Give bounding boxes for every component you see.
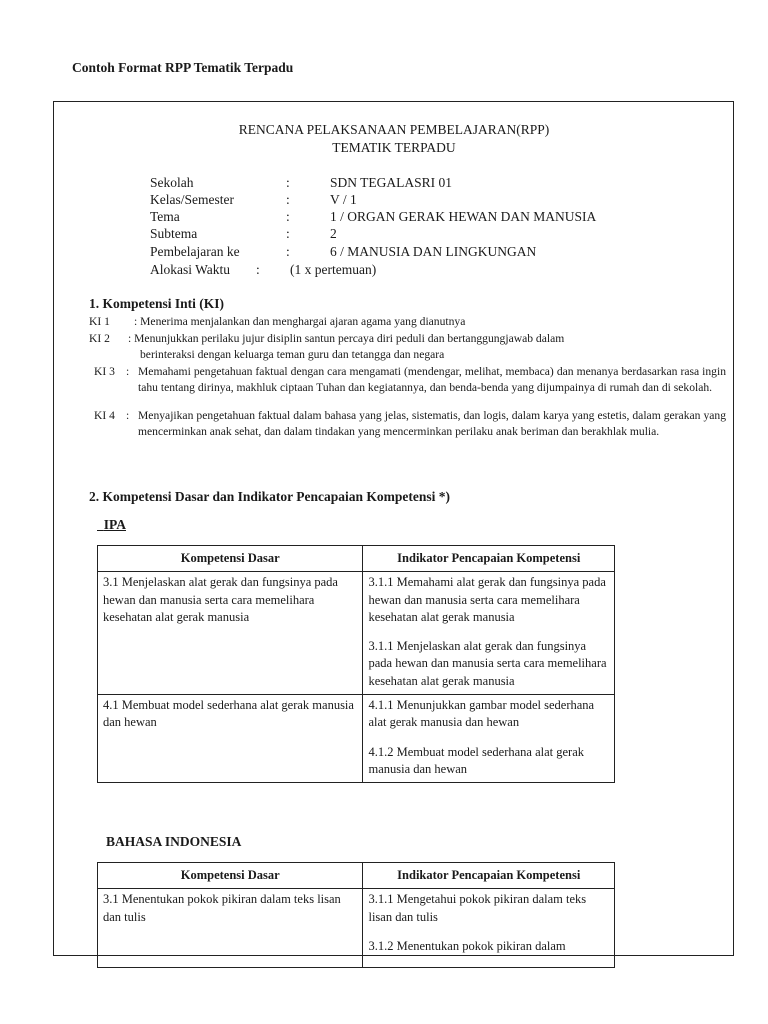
table-row [98,572,615,695]
indikator-item: 3.1.1 Menjelaskan alat gerak dan fungsinya pada hewan dan manusia serta cara memelihara kesehatan alat gerak manusia [368,639,607,688]
indikator-item: 3.1.2 Menentukan pokok pikiran dalam [368,938,566,953]
identity-value: (1 x pertemuan) [290,262,377,277]
ki-colon: : [126,365,130,378]
ki-colon: : [126,409,130,422]
identity-colon: : [286,209,290,224]
document-title: Contoh Format RPP Tematik Terpadu [72,60,294,75]
indikator-item: 4.1.1 Menunjukkan gambar model sederhana alat gerak manusia dan hewan [368,698,595,730]
ki-code: KI 3 [94,365,115,378]
identity-value: 2 [330,226,337,241]
identity-colon: : [256,262,260,277]
identity-label: Sekolah [150,175,194,190]
ki-text: Menyajikan pengetahuan faktual dalam bahasa yang jelas, sistematis, dan logis, dalam karya yang estetis, dalam gerakan yang mencerminkan anak sehat, dan dalam tindakan yang mencerminkan perilaku anak beriman dan berakhlak mulia. [138,409,726,438]
identity-value: V / 1 [330,192,357,207]
rpp-heading-line2: TEMATIK TERPADU [332,140,456,155]
subject-bahasa-title: BAHASA INDONESIA [106,834,242,849]
identity-label: Alokasi Waktu [150,262,231,277]
identity-value: 1 / ORGAN GERAK HEWAN DAN MANUSIA [330,209,597,224]
subject-ipa-title [97,517,126,533]
header-indikator: Indikator Pencapaian Kompetensi [363,546,615,572]
identity-value: 6 / MANUSIA DAN LINGKUNGAN [330,244,537,259]
ki-text: Memahami pengetahuan faktual dengan cara mengamati (mendengar, melihat, membaca) dan menanya berdasarkan rasa ingin tahu tentang dirinya, makhluk ciptaan Tuhan dan kegiatannya, dan benda-benda yang dijumpainya di rumah dan di sekolah. [138,365,726,394]
identity-value: SDN TEGALASRI 01 [330,175,453,190]
kd-cell: 3.1 Menentukan pokok pikiran dalam teks lisan dan tulis [98,889,363,968]
header-kompetensi-dasar: Kompetensi Dasar [98,863,363,889]
header-indikator: Indikator Pencapaian Kompetensi [363,863,615,889]
table-row [98,695,615,783]
indikator-item: 4.1.2 Membuat model sederhana alat gerak manusia dan hewan [368,744,585,776]
identity-label: Subtema [150,226,198,241]
identity-colon: : [286,226,290,241]
indikator-cell [363,572,615,695]
identity-label: Tema [150,209,180,224]
rpp-heading-line1: RENCANA PELAKSANAAN PEMBELAJARAN(RPP) [238,122,550,137]
table-row [98,889,615,968]
identity-colon: : [286,192,290,207]
kd-cell: 4.1 Membuat model sederhana alat gerak manusia dan hewan [98,695,363,783]
kd-cell: 3.1 Menjelaskan alat gerak dan fungsinya pada hewan dan manusia serta cara memelihara kesehatan alat gerak manusia [98,572,363,695]
header-kompetensi-dasar: Kompetensi Dasar [98,546,363,572]
indikator-cell [363,889,615,968]
section-kd-title: 2. Kompetensi Dasar dan Indikator Pencapaian Kompetensi *) [89,489,451,504]
indikator-item: 3.1.1 Mengetahui pokok pikiran dalam teks lisan dan tulis [368,892,587,924]
section-ki-title: 1. Kompetensi Inti (KI) [89,296,224,311]
ki-code: KI 1 [89,315,110,328]
identity-colon: : [286,175,290,190]
identity-label: Kelas/Semester [150,192,234,207]
table-header-row [98,546,615,572]
table-header-row [98,863,615,889]
identity-label: Pembelajaran ke [150,244,240,259]
indikator-cell [363,695,615,783]
identity-colon: : [286,244,290,259]
ki-text-continued: berinteraksi dengan keluarga teman guru dan tetangga dan negara [140,348,445,361]
indikator-item: 3.1.1 Memahami alat gerak dan fungsinya pada hewan dan manusia serta cara memelihara kesehatan alat gerak manusia [368,575,606,624]
subject-ipa-label [97,517,104,532]
ki-text: : Menunjukkan perilaku jujur disiplin santun percaya diri peduli dan bertanggungjawab dalam [128,332,565,345]
ki-text: : Menerima menjalankan dan menghargai ajaran agama yang dianutnya [134,315,466,328]
ki-code: KI 2 [89,332,110,345]
bahasa-table [97,862,615,968]
subject-name: IPA [103,517,126,532]
ki-code: KI 4 [94,409,115,422]
ipa-table [97,545,615,783]
